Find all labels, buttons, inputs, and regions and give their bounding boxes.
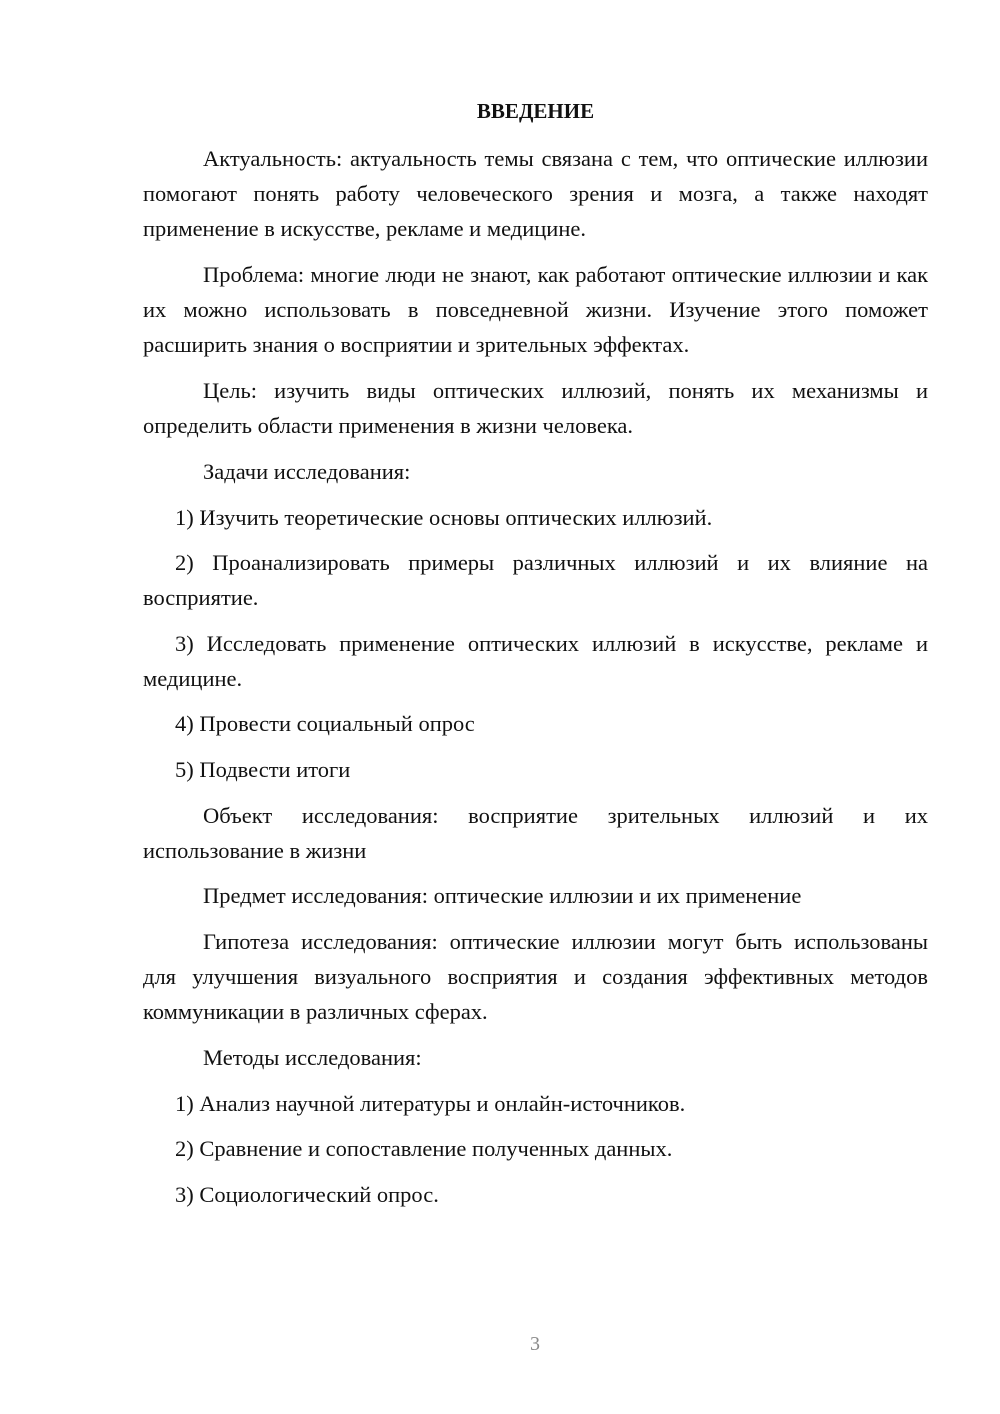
task-item-1: 1) Изучить теоретические основы оптических иллюзий.	[175, 505, 713, 530]
paragraph-goal: Цель: изучить виды оптических иллюзий, понять их механизмы и определить области применения в жизни человека.	[143, 378, 928, 438]
paragraph-relevance: Актуальность: актуальность темы связана с тем, что оптические иллюзии помогают понять работу человеческого зрения и мозга, а также находят применение в искусстве, рекламе и медицине.	[143, 146, 928, 241]
method-item-1: 1) Анализ научной литературы и онлайн-источников.	[175, 1091, 686, 1116]
paragraph-problem: Проблема: многие люди не знают, как работают оптические иллюзии и как их можно использовать в повседневной жизни. Изучение этого поможет расширить знания о восприятии и зрительных эффектах.	[143, 262, 928, 357]
paragraph-subject: Предмет исследования: оптические иллюзии и их применение	[203, 883, 802, 908]
paragraph-hypothesis: Гипотеза исследования: оптические иллюзии могут быть использованы для улучшения визуального восприятия и создания эффективных методов коммуникации в различных сферах.	[143, 929, 928, 1024]
task-item-2: 2) Проанализировать примеры различных иллюзий и их влияние на восприятие.	[143, 550, 928, 610]
task-item-3: 3) Исследовать применение оптических иллюзий в искусстве, рекламе и медицине.	[143, 631, 928, 691]
method-item-2: 2) Сравнение и сопоставление полученных данных.	[175, 1136, 673, 1161]
paragraph-methods-heading: Методы исследования:	[203, 1045, 422, 1070]
method-item-3: 3) Социологический опрос.	[175, 1182, 439, 1207]
page-title: ВВЕДЕНИЕ	[476, 99, 595, 123]
paragraph-tasks-heading: Задачи исследования:	[203, 459, 411, 484]
task-item-5: 5) Подвести итоги	[175, 757, 351, 782]
page-number: 3	[530, 1333, 540, 1355]
task-item-4: 4) Провести социальный опрос	[175, 711, 475, 736]
paragraph-object: Объект исследования: восприятие зрительных иллюзий и их использование в жизни	[143, 803, 928, 863]
